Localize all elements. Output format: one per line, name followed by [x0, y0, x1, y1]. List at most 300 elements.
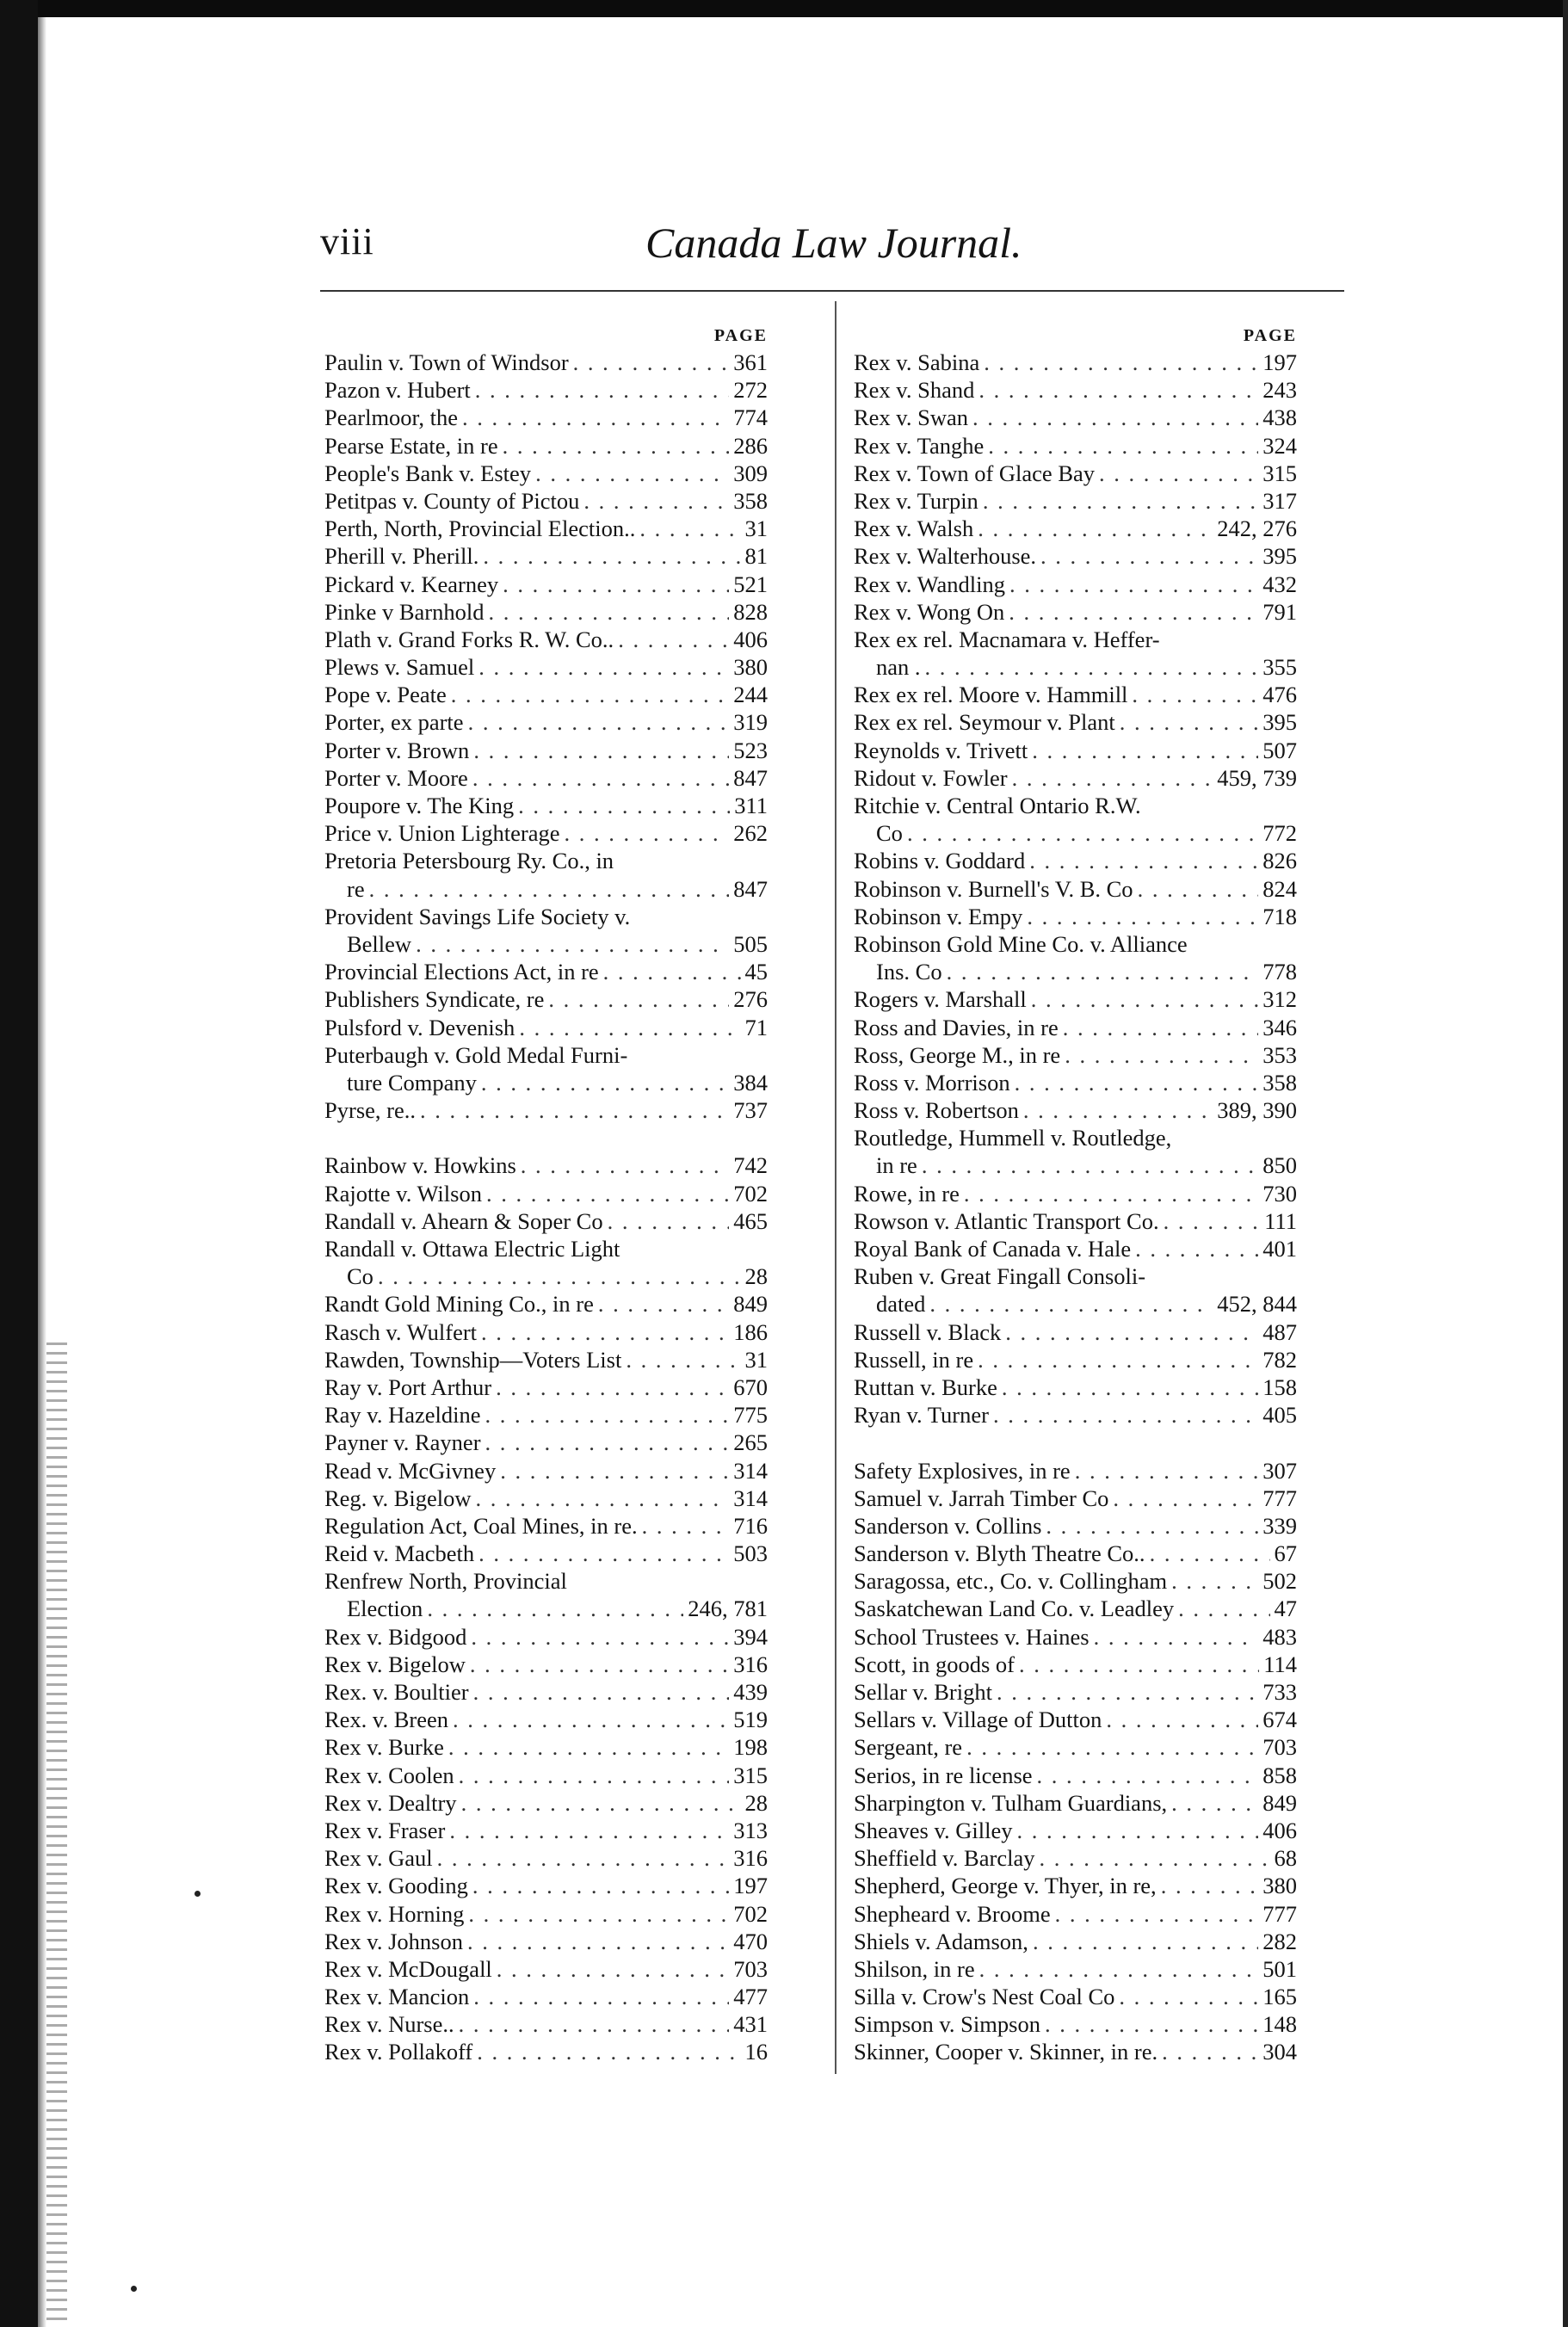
case-name: Rawden, Township—Voters List [324, 1346, 622, 1373]
case-name: Ritchie v. Central Ontario R.W. [854, 793, 1141, 818]
page-reference: 777 [1262, 1900, 1297, 1927]
scan-speck [131, 2286, 137, 2292]
index-entry [324, 1651, 768, 1678]
index-entry [324, 1540, 768, 1567]
page-reference: 346 [1262, 1014, 1297, 1040]
page-reference: 380 [1262, 1873, 1297, 1899]
case-name: Rex v. Fraser [324, 1817, 446, 1843]
dot-leader [477, 2038, 740, 2065]
page-reference: 777 [1262, 1484, 1297, 1511]
page-reference: 353 [1262, 1041, 1297, 1068]
dot-leader [1009, 571, 1258, 598]
page-reference: 716 [733, 1512, 768, 1539]
page-reference: 324 [1262, 432, 1297, 459]
index-entry [324, 626, 768, 653]
index-entry [854, 542, 1297, 570]
page-reference: 31 [744, 1346, 768, 1373]
index-entry [854, 1983, 1297, 2010]
index-entry [324, 1872, 768, 1899]
index-entry [324, 404, 768, 431]
journal-title: Canada Law Journal. [645, 219, 1022, 267]
case-name: Pinke v Barnhold [324, 598, 485, 625]
page-reference: 197 [733, 1873, 768, 1899]
index-entry [854, 1567, 1297, 1595]
dot-leader [521, 1151, 729, 1179]
case-name: Plath v. Grand Forks R. W. Co.. [324, 626, 614, 652]
dot-leader [496, 1373, 729, 1401]
index-entry [854, 1706, 1297, 1733]
case-name: Perth, North, Provincial Election.. [324, 515, 636, 542]
page-reference: 28 [744, 1789, 768, 1816]
page-reference: 849 [733, 1291, 768, 1318]
dot-leader [1161, 1872, 1259, 1899]
dot-leader [1106, 1706, 1258, 1733]
dot-leader [483, 542, 740, 570]
case-name: Randall v. Ahearn & Soper Co [324, 1207, 603, 1234]
dot-leader [1171, 1789, 1258, 1817]
case-name: Rex v. Gooding [324, 1873, 468, 1899]
page-reference: 71 [744, 1014, 768, 1040]
page-reference: 507 [1262, 737, 1297, 763]
dot-leader [485, 1429, 730, 1456]
index-entry [854, 930, 1297, 958]
dot-leader [472, 764, 729, 792]
case-name: Rex v. Mancion [324, 1984, 470, 2010]
page-reference: 502 [1262, 1568, 1297, 1595]
case-name: Sheffield v. Barclay [854, 1845, 1035, 1872]
page-reference: 718 [1262, 903, 1297, 929]
dot-leader [966, 1733, 1258, 1761]
case-name: Price v. Union Lighterage [324, 820, 560, 847]
case-name: Silla v. Crow's Nest Coal Co [854, 1984, 1115, 2010]
index-entry [854, 1789, 1297, 1817]
dot-leader [503, 571, 729, 598]
index-entry [854, 460, 1297, 487]
dot-leader [603, 958, 741, 985]
index-entry [324, 1955, 768, 1983]
case-name: Rowe, in re [854, 1180, 960, 1207]
case-name: dated [876, 1291, 926, 1318]
case-name: Rex v. Horning [324, 1900, 465, 1927]
index-entry [854, 1180, 1297, 1207]
case-name: Pearse Estate, in re [324, 432, 498, 459]
dot-leader [1005, 1318, 1258, 1346]
case-name: Rex v. Shand [854, 377, 975, 404]
page-reference: 317 [1262, 487, 1297, 514]
dot-leader [1150, 1540, 1270, 1567]
index-entry [324, 1733, 768, 1761]
page-reference: 401 [1262, 1236, 1297, 1262]
index-entry [324, 1429, 768, 1456]
page-reference: 319 [733, 709, 768, 736]
case-name: Robins v. Goddard [854, 848, 1026, 874]
page-reference: 733 [1262, 1679, 1297, 1705]
page-reference: 405 [1262, 1402, 1297, 1429]
dot-leader [1164, 1207, 1261, 1235]
scan-edge-right [1563, 0, 1568, 2327]
page-column-label: PAGE [1243, 326, 1297, 345]
dot-leader [535, 460, 729, 487]
dot-leader [1055, 1900, 1259, 1928]
index-entry [324, 1346, 768, 1373]
case-name: Rex. v. Breen [324, 1707, 448, 1733]
page-reference: 67 [1274, 1540, 1297, 1567]
case-name: Randt Gold Mining Co., in re [324, 1291, 594, 1318]
index-entry [854, 1262, 1297, 1290]
case-name: Robinson Gold Mine Co. v. Alliance [854, 930, 1188, 957]
index-entry [854, 1346, 1297, 1373]
dot-leader [1016, 1817, 1258, 1844]
index-entry [324, 737, 768, 764]
dot-leader [481, 1069, 729, 1096]
index-entry [854, 515, 1297, 542]
case-name: Sharpington v. Tulham Guardians, [854, 1789, 1168, 1816]
dot-leader [1012, 764, 1213, 792]
index-entry [854, 1651, 1297, 1678]
dot-leader [481, 1318, 729, 1346]
dot-leader [1002, 1373, 1258, 1401]
page-reference: 316 [733, 1651, 768, 1677]
index-column-left [324, 323, 768, 2066]
index-entry [324, 1096, 768, 1124]
index-entry [854, 1900, 1297, 1928]
dot-leader [947, 958, 1259, 985]
index-entries-right [854, 349, 1297, 2066]
index-entry [854, 847, 1297, 874]
index-entry [324, 653, 768, 681]
case-name: Paulin v. Town of Windsor [324, 349, 569, 375]
case-name: Sheaves v. Gilley [854, 1817, 1013, 1843]
case-name: Rex v. Burke [324, 1734, 444, 1761]
case-name: Payner v. Rayner [324, 1429, 481, 1456]
case-name: Petitpas v. County of Pictou [324, 487, 580, 514]
case-name: ture Company [347, 1069, 477, 1096]
dot-leader [1015, 1069, 1259, 1096]
case-name: Rex v. Bidgood [324, 1623, 467, 1650]
dot-leader [448, 1733, 729, 1761]
index-entry [854, 1096, 1297, 1124]
dot-leader [1009, 598, 1258, 626]
case-name: Reid v. Macbeth [324, 1540, 475, 1567]
dot-leader [978, 1346, 1258, 1373]
case-name: Sanderson v. Blyth Theatre Co.. [854, 1540, 1145, 1567]
dot-leader [626, 1346, 740, 1373]
dot-leader [497, 1955, 729, 1983]
page-reference: 314 [733, 1484, 768, 1511]
index-entry [324, 1180, 768, 1207]
dot-leader [618, 626, 729, 653]
case-name: Bellew [347, 930, 412, 957]
index-entry [324, 1928, 768, 1955]
page-reference: 674 [1262, 1707, 1297, 1733]
page-reference: 114 [1263, 1651, 1297, 1677]
dot-leader [451, 681, 729, 708]
index-entry [324, 1401, 768, 1429]
case-name: Ruben v. Great Fingall Consoli- [854, 1263, 1146, 1290]
page-reference: 742 [733, 1152, 768, 1179]
page-reference: 316 [733, 1845, 768, 1872]
page-reference: 774 [733, 404, 768, 431]
dot-leader [503, 432, 730, 460]
index-entry-continuation [854, 653, 1297, 681]
index-entry [324, 985, 768, 1013]
dot-leader [475, 376, 729, 404]
index-entry [324, 1706, 768, 1733]
dot-leader [467, 1928, 729, 1955]
case-name: Ross v. Morrison [854, 1069, 1010, 1096]
case-name: Reg. v. Bigelow [324, 1484, 472, 1511]
page-reference: 311 [734, 793, 768, 818]
index-entry [854, 708, 1297, 736]
dot-leader [1138, 875, 1259, 903]
dot-leader [565, 819, 730, 847]
page-reference: 394 [733, 1623, 768, 1650]
page-reference: 265 [733, 1429, 768, 1456]
case-name: Ross and Davies, in re [854, 1014, 1059, 1040]
dot-leader [486, 1180, 729, 1207]
page-reference: 505 [733, 930, 768, 957]
dot-leader [1029, 847, 1258, 874]
case-name: Russell v. Black [854, 1318, 1002, 1345]
case-name: Samuel v. Jarrah Timber Co [854, 1484, 1109, 1511]
page-reference: 470 [733, 1928, 768, 1954]
dot-leader [1063, 1014, 1259, 1041]
index-entry [324, 376, 768, 404]
case-name: Sanderson v. Collins [854, 1512, 1042, 1539]
dot-leader [485, 1401, 730, 1429]
case-name: Russell, in re [854, 1346, 974, 1373]
case-name: Rowson v. Atlantic Transport Co. [854, 1207, 1159, 1234]
index-entry [854, 1457, 1297, 1484]
dot-leader [437, 1844, 730, 1872]
case-name: Plews v. Samuel [324, 654, 475, 681]
index-entry [854, 1318, 1297, 1346]
page-reference: 395 [1262, 543, 1297, 570]
case-name: Shilson, in re [854, 1955, 975, 1982]
page-reference: 358 [1262, 1069, 1297, 1096]
dot-leader [471, 1623, 729, 1651]
page-reference: 158 [1262, 1373, 1297, 1400]
case-name: Puterbaugh v. Gold Medal Furni- [324, 1041, 628, 1068]
page-column-label: PAGE [713, 326, 768, 345]
index-entry-continuation [854, 1290, 1297, 1318]
index-entry [324, 1762, 768, 1789]
index-entry [854, 1069, 1297, 1096]
index-entry [324, 1014, 768, 1041]
dot-leader [978, 376, 1258, 404]
index-entry [854, 1762, 1297, 1789]
index-entry [854, 1373, 1297, 1401]
dot-leader [993, 1401, 1258, 1429]
index-entry [854, 598, 1297, 626]
case-name: Ins. Co [876, 959, 942, 985]
page-reference: 782 [1262, 1346, 1297, 1373]
page-reference: 849 [1262, 1789, 1297, 1816]
case-name: nan . [876, 654, 921, 681]
dot-leader [518, 792, 730, 819]
page-reference: 406 [733, 626, 768, 652]
dot-leader [427, 1595, 683, 1622]
dot-leader [473, 1983, 729, 2010]
index-entry [324, 764, 768, 792]
page-reference: 791 [1262, 598, 1297, 625]
dot-leader [476, 1484, 730, 1512]
case-name: Porter v. Moore [324, 764, 468, 791]
index-entry [324, 681, 768, 708]
page-reference: 276 [733, 986, 768, 1013]
case-name: Rex v. McDougall [324, 1955, 492, 1982]
page-reference: 519 [733, 1707, 768, 1733]
index-entry [324, 515, 768, 542]
index-entry [854, 1484, 1297, 1512]
dot-leader [983, 487, 1258, 515]
page-reference: 503 [733, 1540, 768, 1567]
dot-leader [978, 515, 1213, 542]
case-name: Rex v. Bigelow [324, 1651, 466, 1677]
scan-speck [194, 1891, 201, 1897]
page-reference: 477 [733, 1984, 768, 2010]
case-name: Provincial Elections Act, in re [324, 959, 599, 985]
index-entry [854, 404, 1297, 431]
page-reference: 361 [733, 349, 768, 375]
index-entry [324, 1789, 768, 1817]
dot-leader [964, 1180, 1258, 1207]
dot-leader [1027, 903, 1258, 930]
index-entry [324, 1623, 768, 1651]
page-reference: 47 [1274, 1596, 1297, 1622]
case-name: Ross v. Robertson [854, 1097, 1019, 1124]
page-reference: 81 [744, 543, 768, 570]
dot-leader [925, 653, 1259, 681]
page-reference: 483 [1262, 1623, 1297, 1650]
case-name: Election [347, 1596, 423, 1622]
case-name: Rex v. Pollakoff [324, 2039, 473, 2065]
index-entry [854, 737, 1297, 764]
page-reference: 242, 276 [1217, 515, 1297, 542]
case-name: Serios, in re license [854, 1762, 1033, 1788]
case-name: Sellars v. Village of Dutton [854, 1707, 1102, 1733]
index-entry [854, 1207, 1297, 1235]
index-column-right [854, 323, 1297, 2066]
index-entry [854, 1401, 1297, 1429]
index-entry [324, 708, 768, 736]
case-name: Scott, in goods of [854, 1651, 1015, 1677]
index-entry-continuation [324, 1595, 768, 1622]
dot-leader [1019, 1651, 1259, 1678]
scan-edge-shadow [38, 17, 46, 2327]
page-reference: 244 [733, 682, 768, 708]
page-reference: 703 [733, 1955, 768, 1982]
index-entries-left [324, 349, 768, 2066]
page-reference: 384 [733, 1069, 768, 1096]
case-name: Randall v. Ottawa Electric Light [324, 1236, 620, 1262]
index-entry [854, 985, 1297, 1013]
index-entry [324, 1041, 768, 1069]
index-entry [324, 2038, 768, 2065]
case-name: Ross, George M., in re [854, 1041, 1061, 1068]
dot-leader [573, 349, 730, 376]
case-name: School Trustees v. Haines [854, 1623, 1090, 1650]
case-name: Ray v. Port Arthur [324, 1373, 492, 1400]
case-name: Rasch v. Wulfert [324, 1318, 478, 1345]
case-name: Rex v. Wandling [854, 571, 1005, 597]
case-name: Safety Explosives, in re [854, 1457, 1071, 1484]
page-reference: 165 [1262, 1984, 1297, 2010]
case-name: Publishers Syndicate, re [324, 986, 545, 1013]
dot-leader [1032, 737, 1258, 764]
scan-edge-tear [46, 1342, 67, 2324]
case-name: Pope v. Peate [324, 682, 447, 708]
index-entry [324, 1290, 768, 1318]
dot-leader [1178, 1595, 1269, 1622]
case-name: Saragossa, etc., Co. v. Collingham [854, 1568, 1168, 1595]
scan-edge-top [0, 0, 1568, 17]
dot-leader [1135, 1235, 1258, 1262]
page-reference: 358 [733, 487, 768, 514]
page-reference: 272 [733, 377, 768, 404]
case-name: Reynolds v. Trivett [854, 737, 1028, 763]
dot-leader [378, 1262, 741, 1290]
dot-leader [1171, 1567, 1258, 1595]
page-reference: 432 [1262, 571, 1297, 597]
page-reference: 286 [733, 432, 768, 459]
index-entry [324, 487, 768, 515]
case-name: Shepherd, George v. Thyer, in re, [854, 1873, 1157, 1899]
case-name: Rex v. Walsh [854, 515, 974, 542]
page-reference: 521 [733, 571, 768, 597]
index-entry-continuation [324, 1069, 768, 1096]
dot-leader [1132, 681, 1258, 708]
index-entry [854, 1041, 1297, 1069]
page-reference: 312 [1262, 986, 1297, 1013]
dot-leader [473, 1678, 730, 1706]
index-entry [324, 432, 768, 460]
dot-leader [608, 1207, 730, 1235]
dot-leader [907, 819, 1258, 847]
page-reference: 148 [1262, 2011, 1297, 2038]
case-name: in re [876, 1152, 917, 1179]
dot-leader [1113, 1484, 1258, 1512]
page-reference: 465 [733, 1207, 768, 1234]
case-name: Rex v. Turpin [854, 487, 978, 514]
index-entry [324, 1457, 768, 1484]
case-name: Rogers v. Marshall [854, 986, 1027, 1013]
dot-leader [639, 515, 740, 542]
index-entry [324, 1151, 768, 1179]
dot-leader [478, 1540, 729, 1567]
scan-edge-left [0, 0, 38, 2327]
case-name: Pherill v. Pherill. [324, 543, 479, 570]
index-entry [854, 1955, 1297, 1983]
index-entry [324, 1235, 768, 1262]
page-reference: 737 [733, 1097, 768, 1124]
dot-leader [473, 737, 729, 764]
page-reference: 68 [1274, 1845, 1297, 1872]
dot-leader [1162, 2038, 1258, 2065]
index-entry [854, 1928, 1297, 1955]
case-name: Rex v. Town of Glace Bay [854, 460, 1096, 486]
case-name: Routledge, Hummell v. Routledge, [854, 1125, 1172, 1151]
case-name: re [347, 875, 365, 902]
page-reference: 197 [1262, 349, 1297, 375]
dot-leader [979, 1955, 1259, 1983]
index-entry [854, 1733, 1297, 1761]
page-reference: 438 [1262, 404, 1297, 431]
index-entry [324, 542, 768, 570]
index-entry [854, 1678, 1297, 1706]
index-entry [854, 681, 1297, 708]
index-entry [324, 1512, 768, 1540]
